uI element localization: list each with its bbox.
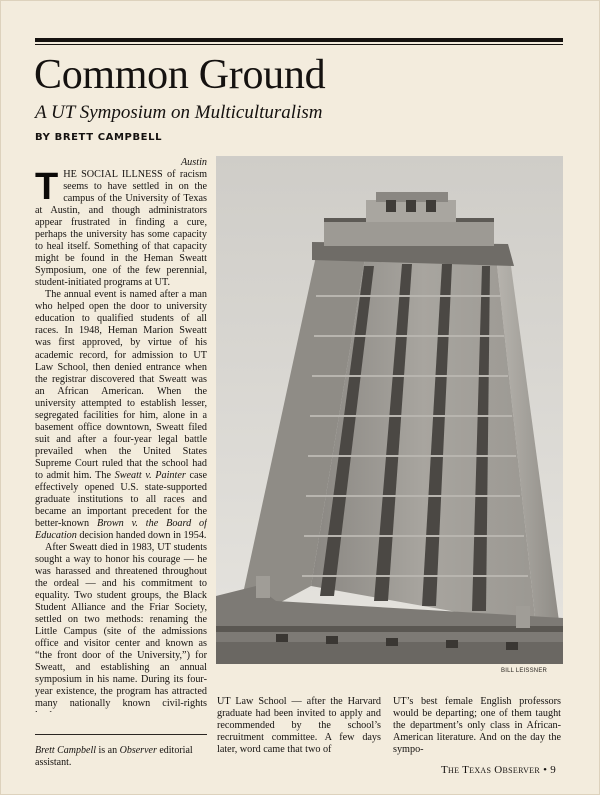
dateline: Austin <box>180 157 207 168</box>
article-column-3 <box>393 696 561 756</box>
column-3-text: UT’s best female English professors would be departing; one of them taught the department’s only class in African-American literature. And on the day the sympo- <box>393 696 561 756</box>
page-number: 9 <box>550 764 557 776</box>
byline: BY BRETT CAMPBELL <box>35 132 163 143</box>
footnote-rule <box>35 734 207 735</box>
author-footnote <box>35 745 207 769</box>
top-rule <box>35 38 563 42</box>
paragraph-2-text-c: decision handed down in 1954. <box>76 529 207 541</box>
paragraph-1-text: HE SOCIAL ILLNESS of racism seems to have settled in on the campus of the University of Texas at Austin, and though administrators appear frustrated in finding a cure, perhaps the university has some capacity to heal itself. Something of that capacity might be found in the Heman Sweatt Symposium, one of the few perennial, student-initiated programs at UT. <box>35 169 207 289</box>
footnote-publication: Observer <box>119 745 157 756</box>
folio-separator: • <box>543 764 548 776</box>
top-rule-thin <box>35 44 563 45</box>
case-name-sweatt: Sweatt v. Painter <box>114 469 186 481</box>
deck: A UT Symposium on Multiculturalism <box>35 102 323 123</box>
paragraph-3: After Sweatt died in 1983, UT students sought a way to honor his courage — he was harassed and threatened throughout the ordeal — and his commitment to equality. Two student groups, the Black Student Alliance and the Friar Society, settled on two methods: renaming the Little Campus (site of the admissions office and visitor center and known as “the front door of the University,”) for Sweatt, and establishing an annual symposium in his name. During its four-year existence, the program has attracted many nationally known civil-rights <box>35 542 207 710</box>
paragraph-2-text-b: case effectively opened U.S. state-supported graduate institutions to all races and became an important precedent for the better-known <box>35 469 207 529</box>
article-column-1 <box>35 157 207 712</box>
case-name-brown: Brown v. the Board of Education <box>35 517 207 541</box>
photo-credit: BILL LEISSNER <box>501 668 548 674</box>
drop-cap: T <box>35 166 59 209</box>
footnote-author: Brett Campbell <box>35 745 97 756</box>
headline: Common Ground <box>34 52 326 98</box>
footnote-text-b: editorial assistant. <box>35 745 193 768</box>
tower-photo <box>216 156 563 664</box>
article-column-2 <box>217 696 381 756</box>
paragraph-2 <box>35 289 207 542</box>
paragraph-2-text-a: The annual event is named after a man who helped open the door to university education to qualified students of all races. In 1948, Heman Marion Sweatt was first approved, by virtue of his academic record, for admission to UT Law School, then denied entrance when the registrar discovered that Sweatt was an African American. When the university attempted to establish lesser, segregated facilities for him, alone in a basement office downtown, Sweatt filed suit and after a four-year legal battle prevailed when the United States Supreme Court ruled that the school had to admit him. The <box>35 289 207 481</box>
magazine-name: The Texas Observer <box>441 764 541 776</box>
tower-illustration <box>216 156 563 664</box>
column-2-text: UT Law School — after the Harvard graduate had been invited to apply and recommended by the school’s recruitment committee. A few days later, word came that two of <box>217 696 381 756</box>
paragraph-1 <box>35 166 207 289</box>
folio <box>441 764 556 776</box>
footnote-text-a: is an <box>96 745 120 756</box>
